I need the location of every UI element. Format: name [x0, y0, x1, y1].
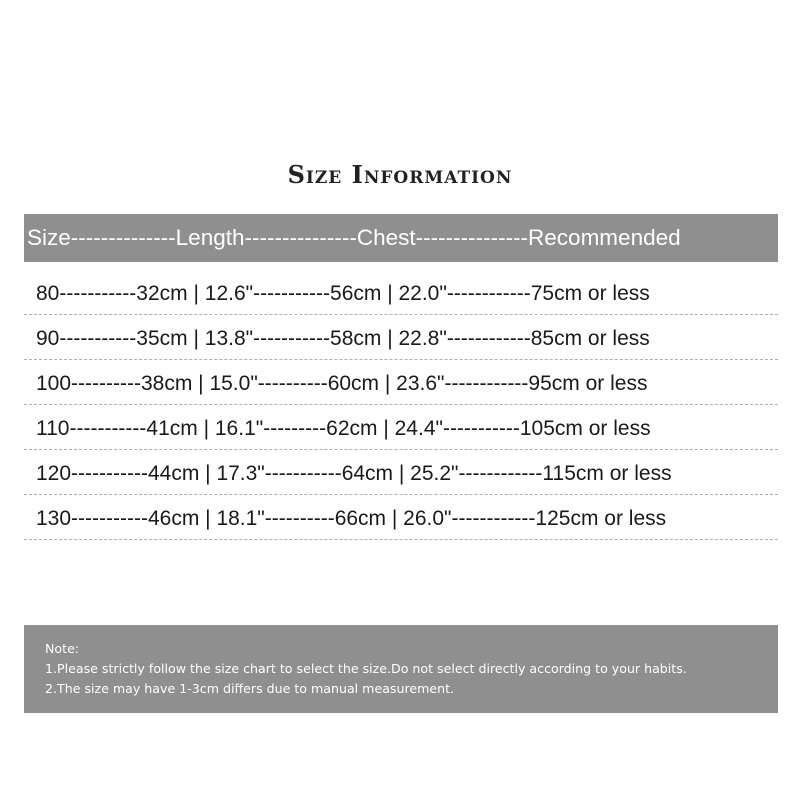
note-line-2: 2.The size may have 1-3cm differs due to manual measurement. [45, 681, 455, 696]
note-line-1: 1.Please strictly follow the size chart to select the size.Do not select directly according to your habits. [45, 661, 687, 676]
table-row [24, 270, 778, 315]
table-row-text: 80-----------32cm | 12.6"-----------56cm | 22.0"------------75cm or less [36, 282, 650, 305]
table-row [24, 450, 778, 495]
size-table-header [24, 214, 778, 262]
table-row [24, 360, 778, 405]
table-row-text: 110-----------41cm | 16.1"---------62cm | 24.4"-----------105cm or less [36, 417, 651, 440]
table-row-text: 130-----------46cm | 18.1"----------66cm | 26.0"------------125cm or less [36, 507, 667, 530]
table-row-text: 120-----------44cm | 17.3"-----------64cm | 25.2"------------115cm or less [36, 462, 672, 485]
table-row [24, 315, 778, 360]
table-row [24, 495, 778, 540]
table-row-text: 100----------38cm | 15.0"----------60cm | 23.6"------------95cm or less [36, 372, 648, 395]
table-row [24, 405, 778, 450]
note-box [24, 625, 778, 713]
table-row-text: 90-----------35cm | 13.8"-----------58cm | 22.8"------------85cm or less [36, 327, 650, 350]
size-table-body [24, 270, 778, 540]
size-table-header-text: Size--------------Length---------------Chest---------------Recommended [27, 225, 681, 250]
note-heading: Note: [45, 641, 80, 656]
page-title: Size Information [287, 160, 513, 189]
